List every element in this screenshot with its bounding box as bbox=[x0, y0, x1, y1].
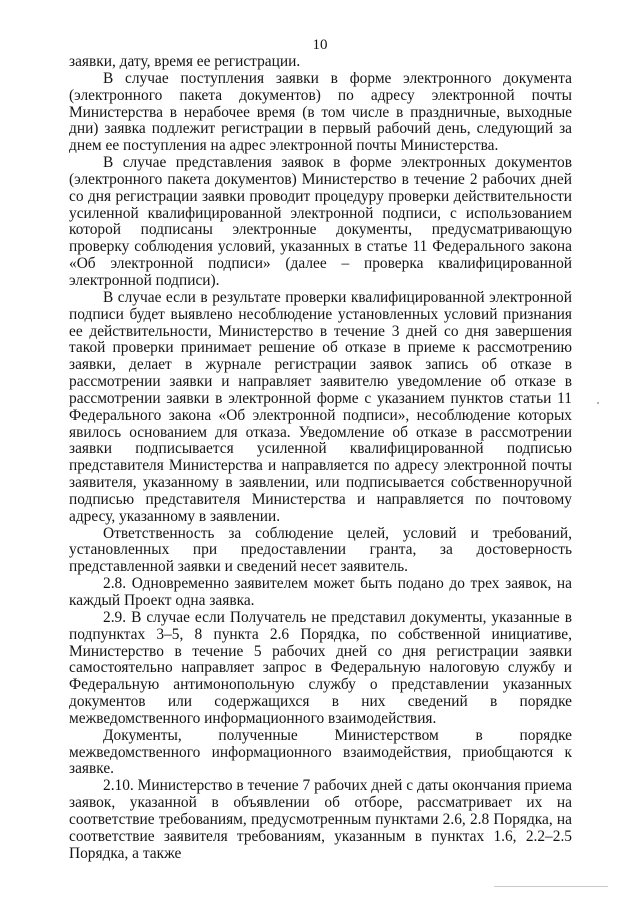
paragraph-email-after-hours: В случае поступления заявки в форме электронного документа (электронного пакета документов) по адресу электронной почты Министерства в нерабочее время (в том числе в праздничные, выходные дни) заявка подлежит регистрации в первый рабочий день, следующий за днем ее поступления на адрес электронной почты Министерства. bbox=[69, 69, 572, 155]
scan-edge-line bbox=[494, 886, 608, 887]
page-number: 10 bbox=[312, 37, 328, 53]
document-body bbox=[69, 54, 572, 863]
paragraph-refusal-notice: В случае если в результате проверки квалифицированной электронной подписи будет выявлено несоблюдение установленных условий признания ее действительности, Министерство в течение 3 дней со дня завершения такой проверки принимает решение об отказе в приеме к рассмотрению заявки, делает в журнале регистрации заявок запись об отказе в рассмотрении заявки и направляет заявителю уведомление об отказе в рассмотрении заявки в электронной форме с указанием пунктов статьи 11 Федерального закона «Об электронной подписи», несоблюдение которых явилось основанием для отказа. Уведомление об отказе в рассмотрении заявки подписывается усиленной квалифицированной подписью представителя Министерства и направляется по адресу электронной почты заявителя, указанному в заявлении, или подписывается собственноручной подписью представителя Министерства и направляется по почтовому адресу, указанному в заявлении. bbox=[69, 288, 572, 525]
paragraph-continuation: заявки, дату, время ее регистрации. bbox=[69, 53, 301, 70]
paragraph-2-9: 2.9. В случае если Получатель не представил документы, указанные в подпунктах 3–5, 8 пункта 2.6 Порядка, по собственной инициативе, Министерство в течение 5 рабочих дней со дня регистрации заявки самостоятельно направляет запрос в Федеральную налоговую службу и Федеральную антимонопольную службу о представлении указанных документов или содержащихся в них сведений в порядке межведомственного информационного взаимодействия. bbox=[69, 608, 572, 727]
paragraph-2-10: 2.10. Министерство в течение 7 рабочих дней с даты окончания приема заявок, указанной в объявлении об отборе, рассматривает их на соответствие требованиям, предусмотренным пунктами 2.6, 2.8 Порядка, на соответствие заявителя требованиям, указанным в пунктах 1.6, 2.2–2.5 Порядка, а также bbox=[69, 777, 572, 862]
paragraph-interagency-docs: Документы, полученные Министерством в порядке межведомственного информационного взаимодействия, приобщаются к заявке. bbox=[69, 726, 572, 778]
scan-speck bbox=[597, 402, 599, 404]
paragraph-responsibility: Ответственность за соблюдение целей, условий и требований, установленных при предоставлении гранта, за достоверность представленной заявки и сведений несет заявитель. bbox=[69, 524, 572, 576]
paragraph-2-8: 2.8. Одновременно заявителем может быть подано до трех заявок, на каждый Проект одна заявка. bbox=[69, 575, 572, 609]
paragraph-signature-check: В случае представления заявок в форме электронных документов (электронного пакета документов) Министерство в течение 2 рабочих дней со дня регистрации заявки проводит процедуру проверки действительности усиленной квалифицированной электронной подписи, с использованием которой подписаны электронные документы, предусматривающую проверку соблюдения условий, указанных в статье 11 Федерального закона «Об электронной подписи» (далее – проверка квалифицированной электронной подписи). bbox=[69, 154, 572, 289]
